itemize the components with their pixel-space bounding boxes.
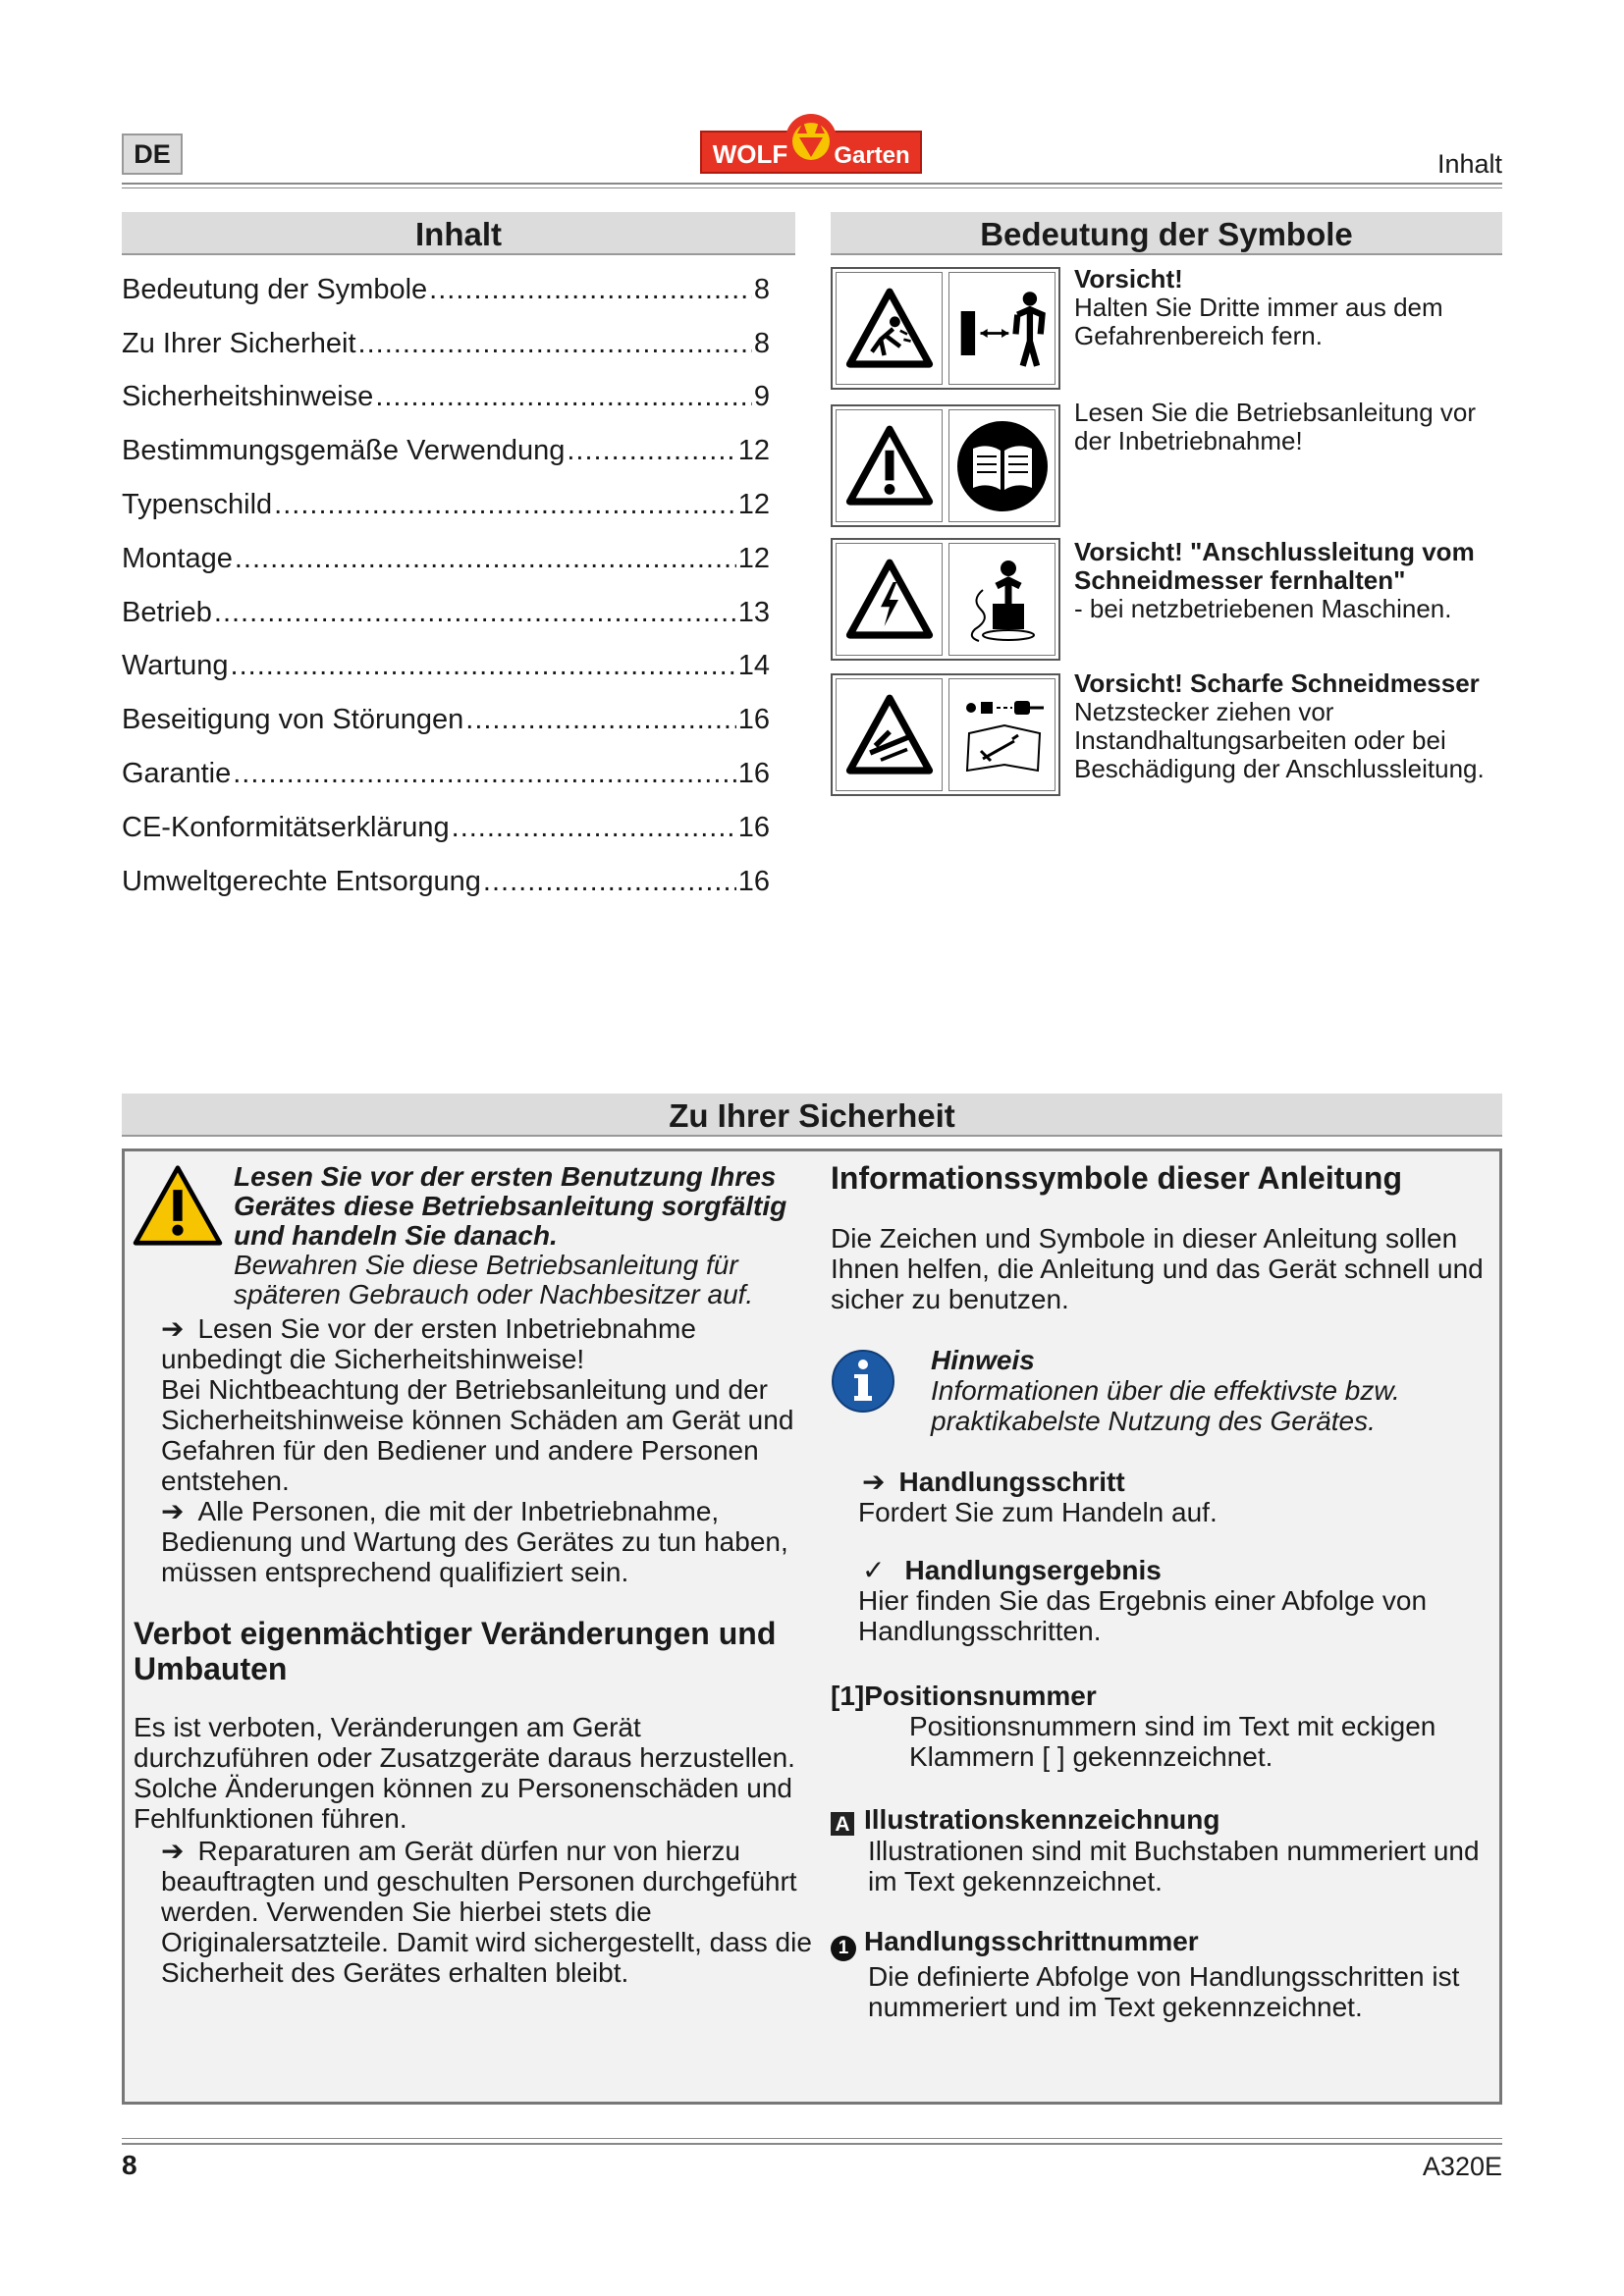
toc-item [122,693,770,747]
toc-item-label: Wartung [122,650,229,682]
toc-leader-dots [375,381,752,413]
symbol-title-4: Vorsicht! Scharfe Schneidmesser [1074,668,1480,698]
stepnumber-text: Die definierte Abfolge von Handlungsschritten ist nummeriert und im Text gekennzeichnet. [868,1961,1460,2022]
logo-text-left: WOLF [712,139,788,169]
illustration-title: A Illustrationskennzeichnung [831,1804,1508,1836]
illustration-block [831,1804,1508,1896]
toc-item [122,371,770,425]
header-rule [122,183,1502,185]
toc-item-label: Sicherheitshinweise [122,381,374,413]
position-text: Positionsnummern sind im Text mit eckigen Klammern [ ] gekennzeichnet. [909,1711,1436,1772]
warning-exclamation-icon [836,409,943,522]
toc-item-page: 12 [737,489,770,521]
symbol-title-3: Vorsicht! "Anschlussleitung vom Schneidmesser fernhalten" [1074,537,1475,595]
warning-intro [234,1162,823,1309]
symbol-row-3 [831,538,1060,661]
safety-title: Zu Ihrer Sicherheit [122,1094,1502,1137]
toc-item-page: 8 [753,327,770,359]
toc-item-label: Garantie [122,758,232,790]
arrow-icon: ➔ [161,1836,185,1866]
para-verbot: Es ist verboten, Veränderungen am Gerät durchzuführen oder Zusatzgeräte daraus herzustellen. Solche Änderungen können zu Personenschäden und Fehlfunktionen führen. [134,1712,795,1834]
toc-leader-dots [567,435,735,467]
header-rule-thin [122,187,1502,188]
toc-item-label: Zu Ihrer Sicherheit [122,327,356,359]
symbol-text-3 [1074,538,1506,623]
toc-item-page: 16 [737,865,770,897]
para-consequences: Bei Nichtbeachtung der Betriebsanleitung und der Sicherheitshinweise können Schäden am Gerät und Gefahren für den Bediener und andere Personen entstehen. [161,1374,794,1496]
symbol-desc-1: Halten Sie Dritte immer aus dem Gefahrenbereich fern. [1074,293,1443,350]
toc-leader-dots [483,866,736,898]
step-qualified: ➔ Alle Personen, die mit der Inbetriebnahme, Bedienung und Wartung des Gerätes zu tun haben, müssen entsprechend qualifiziert sein. [161,1496,788,1587]
toc-item [122,801,770,855]
warning-flying-debris-icon [836,272,943,385]
toc-item [122,424,770,478]
arrow-icon: ➔ [161,1496,185,1526]
symbol-desc-4: Netzstecker ziehen vor Instandhaltungsarbeiten oder bei Beschädigung der Anschlussleitung. [1074,697,1485,783]
step-repairs: ➔ Reparaturen am Gerät dürfen nur von hierzu beauftragten und geschulten Personen durchgeführt werden. Verwenden Sie hierbei stets die Originalersatzteile. Damit wird sichergestellt, dass die Sicherheit des Gerätes erhalten bleibt. [161,1836,812,1988]
toc-item-page: 16 [737,704,770,736]
symbol-text-1 [1074,265,1506,350]
toc-item-page: 13 [737,596,770,628]
toc-leader-dots [274,489,736,521]
toc-list [122,263,770,909]
symbol-row-4 [831,673,1060,796]
toc-item-page: 16 [737,758,770,790]
toc-item-label: Umweltgerechte Entsorgung [122,865,481,897]
hinweis-title: Hinweis [931,1345,1035,1375]
ergebnis-text: Hier finden Sie das Ergebnis einer Abfolge von Handlungsschritten. [858,1585,1428,1646]
symbol-desc-2: Lesen Sie die Betriebsanleitung vor der Inbetriebnahme! [1074,398,1477,455]
toc-item-label: Bestimmungsgemäße Verwendung [122,435,566,467]
toc-item [122,532,770,586]
stepnumber-block [831,1926,1508,2022]
toc-item [122,855,770,909]
safety-left-body [161,1313,819,1587]
symbol-title-1: Vorsicht! [1074,264,1183,294]
toc-item-label: Beseitigung von Störungen [122,704,464,736]
info-icon [831,1349,895,1418]
toc-item-label: Typenschild [122,489,273,521]
ergebnis-title: ✓ Handlungsergebnis [862,1555,1162,1585]
symbol-desc-3: - bei netzbetriebenen Maschinen. [1074,594,1452,623]
footer-rule-thin [122,2138,1502,2139]
checkmark-icon: ✓ [862,1555,886,1585]
toc-item [122,478,770,532]
illustration-marker-icon: A [831,1812,854,1836]
symbol-text-2 [1074,399,1506,455]
toc-leader-dots [235,543,736,575]
hinweis-block [931,1345,1510,1436]
toc-item-page: 8 [753,273,770,305]
stepnumber-title: 1 Handlungsschrittnummer [831,1926,1508,1961]
toc-item-label: Betrieb [122,596,212,628]
toc-item [122,317,770,371]
handlungsschritt-title: ➔ Handlungsschritt [862,1467,1125,1497]
language-badge: DE [122,133,183,175]
warning-italic-text: Bewahren Sie diese Betriebsanleitung für späteren Gebrauch oder Nachbesitzer auf. [234,1250,754,1309]
position-title: [1]Positionsnummer [831,1681,1097,1711]
ergebnis-block [858,1555,1496,1646]
step-number-marker-icon: 1 [831,1936,856,1961]
footer-rule [122,2143,1502,2145]
symbol-text-4 [1074,669,1506,783]
para-info-symbols: Die Zeichen und Symbole in dieser Anleitung sollen Ihnen helfen, die Anleitung und das Gerät schnell und sicher zu benutzen. [831,1223,1484,1314]
toc-leader-dots [465,704,735,736]
step-read-safety: ➔ Lesen Sie vor der ersten Inbetriebnahme unbedingt die Sicherheitshinweise! [161,1313,696,1374]
heading-info-symbols: Informationssymbole dieser Anleitung [831,1160,1403,1196]
arrow-icon: ➔ [862,1467,886,1497]
cable-away-from-blade-icon [948,543,1056,656]
read-manual-icon [948,409,1056,522]
warning-bold-text: Lesen Sie vor der ersten Benutzung Ihres Gerätes diese Betriebsanleitung sorgfältig und handeln Sie danach. [234,1161,787,1251]
toc-item-page: 14 [737,650,770,682]
unplug-before-maintenance-icon [948,678,1056,791]
toc-item-page: 12 [737,542,770,574]
toc-item-page: 16 [737,811,770,843]
arrow-icon: ➔ [161,1313,185,1344]
warning-triangle-icon [132,1164,224,1252]
keep-distance-person-icon [948,272,1056,385]
warning-electric-icon [836,543,943,656]
page-number: 8 [122,2150,137,2180]
toc-leader-dots [429,274,752,306]
hinweis-text: Informationen über die effektivste bzw. praktikabelste Nutzung des Gerätes. [931,1375,1400,1436]
toc-item-label: Bedeutung der Symbole [122,273,428,305]
symbol-row-1 [831,267,1060,390]
heading-verbot: Verbot eigenmächtiger Veränderungen und Umbauten [134,1616,777,1686]
illustration-text: Illustrationen sind mit Buchstaben nummeriert und im Text gekennzeichnet. [868,1836,1480,1896]
toc-leader-dots [358,328,752,360]
toc-item [122,586,770,640]
toc-item [122,263,770,317]
wolf-garten-logo [699,114,923,177]
toc-item-page: 12 [737,435,770,467]
header-section-label: Inhalt [1436,149,1502,179]
model-number: A320E [1422,2152,1502,2181]
toc-leader-dots [231,650,736,682]
position-block [831,1681,1508,1772]
toc-leader-dots [233,758,736,790]
toc-title: Inhalt [122,212,795,255]
handlungsschritt-text: Fordert Sie zum Handeln auf. [858,1497,1218,1527]
symbols-title: Bedeutung der Symbole [831,212,1502,255]
toc-item-label: Montage [122,542,233,574]
symbol-row-2 [831,404,1060,527]
position-marker: [1] [831,1681,865,1711]
handlungsschritt-block [858,1467,1496,1527]
toc-item [122,747,770,801]
toc-item [122,640,770,694]
logo-text-right: Garten [834,142,910,169]
toc-item-label: CE-Konformitätserklärung [122,811,450,843]
toc-leader-dots [452,812,736,844]
toc-leader-dots [214,597,736,629]
toc-item-page: 9 [753,381,770,413]
warning-sharp-blade-icon [836,678,943,791]
